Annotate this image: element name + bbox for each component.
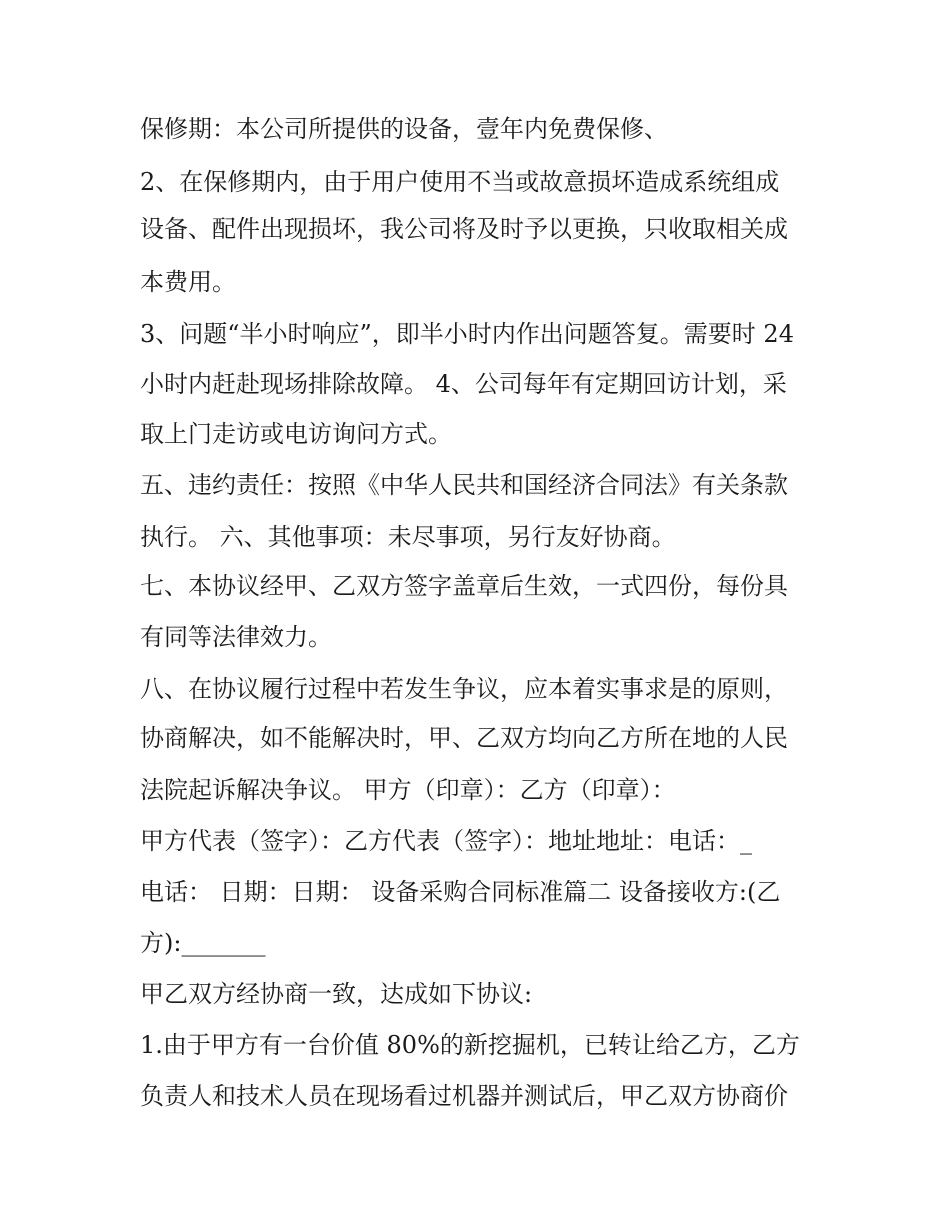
text-line: 五、违约责任：按照《中华人民共和国经济合同法》有关条款 (140, 471, 788, 499)
text-line: 本费用。 (140, 268, 236, 296)
text-line: 设备、配件出现损坏，我公司将及时予以更换，只收取相关成 (140, 215, 788, 243)
text-line: 负责人和技术人员在现场看过机器并测试后，甲乙双方协商价 (140, 1082, 788, 1110)
text-line: 小时内赶赴现场排除故障。 4、公司每年有定期回访计划，采 (140, 370, 787, 398)
text-line: 甲方代表（签字）：乙方代表（签字）：地址地址：电话：_ (140, 827, 752, 855)
text-line: 八、在协议履行过程中若发生争议，应本着实事求是的原则， (140, 675, 788, 703)
text-line: 协商解决，如不能解决时，甲、乙双方均向乙方所在地的人民 (140, 724, 788, 752)
text-line: 法院起诉解决争议。 甲方（印章）：乙方（印章）： (140, 776, 676, 804)
text-line: 取上门走访或电访询问方式。 (140, 420, 452, 448)
text-line: 1.由于甲方有一台价值 80%的新挖掘机，已转让给乙方，乙方 (140, 1031, 800, 1059)
text-line: 保修期：本公司所提供的设备，壹年内免费保修、 (140, 115, 668, 143)
text-line: 甲乙双方经协商一致，达成如下协议: (140, 980, 533, 1008)
text-line: 方):_______ (140, 929, 266, 957)
text-line: 3、问题“半小时响应”，即半小时内作出问题答复。需要时 24 (140, 320, 794, 348)
text-line: 有同等法律效力。 (140, 623, 332, 651)
text-line: 执行。 六、其他事项：未尽事项，另行友好协商。 (140, 523, 676, 551)
text-line: 2、在保修期内，由于用户使用不当或故意损坏造成系统组成 (140, 168, 780, 196)
text-line: 电话： 日期：日期： 设备采购合同标准篇二 设备接收方:(乙 (140, 878, 781, 906)
text-line: 七、本协议经甲、乙双方签字盖章后生效，一式四份，每份具 (140, 572, 788, 600)
